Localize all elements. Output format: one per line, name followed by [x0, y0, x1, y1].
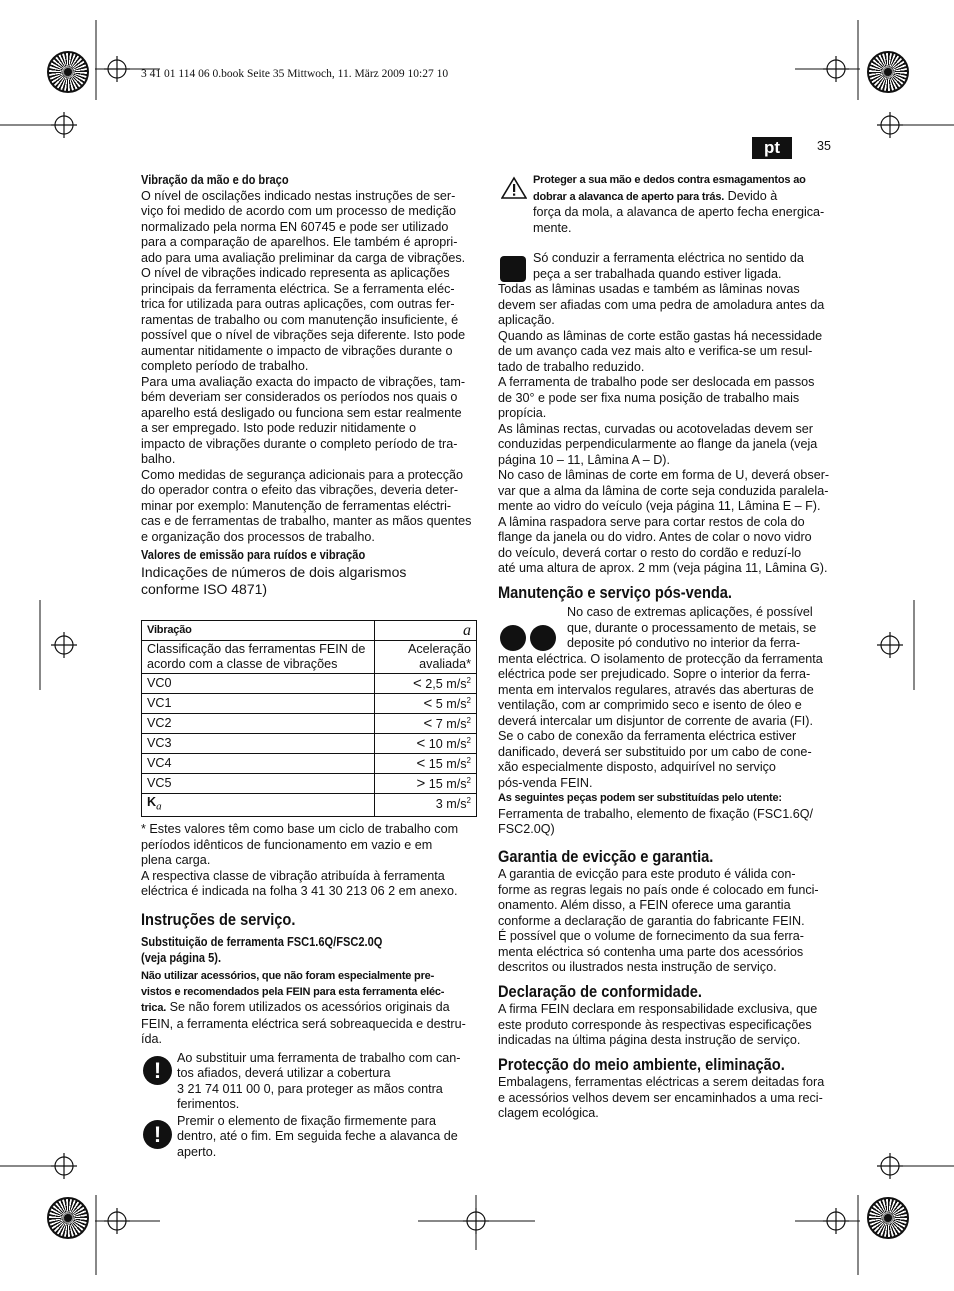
note-line: eléctrica é indicada na folha 3 41 30 213 06 2 em anexo. [141, 884, 458, 898]
warranty-line: onamento. Além disso, a FEIN oferece uma garantia [498, 898, 791, 912]
vibration-line: ramentas de trabalho ou com manutenção insuficiente, é [141, 312, 459, 327]
vibration-line: principais da ferramenta eléctrica. Se a ferramenta eléc- [141, 281, 455, 296]
blade-line: conduzidas perpendicularmente ao flange da janela (veja [498, 437, 818, 451]
table-cell-class: VC2 [142, 714, 375, 734]
protect-line: mente. [533, 220, 572, 235]
maintenance-text [498, 652, 838, 792]
vibration-line: viço foi medido de acordo com um processo de medição [141, 204, 457, 218]
table-cell-value: < 10 $m/s^2$ [375, 734, 477, 754]
table-cell-class: VC0 [142, 674, 375, 694]
emission-heading: Valores de emissão para ruídos e vibração [141, 548, 366, 562]
blade-line: página 10 – 11, Lâmina A – D). [498, 452, 671, 467]
parts-line: Ferramenta de trabalho, elemento de fixação (FSC1.6Q/ [498, 806, 814, 821]
table-head-vibration: Vibração [142, 621, 375, 641]
warranty-line: descritos ou ilustrados nesta instrução de serviço. [498, 960, 777, 974]
vibration-line: aparelho está desligado ou funciona sem estar realmente [141, 405, 462, 420]
note-line: * Estes valores têm como base um ciclo de trabalho com [141, 822, 459, 836]
table-k-value: 3 $m/s^2$ [375, 794, 477, 817]
vibration-table [141, 620, 477, 817]
exclamation-icon: ! [143, 1056, 172, 1085]
maintenance-heading: Manutenção e serviço pós-venda. [498, 582, 733, 602]
vibration-line: normalizado pela norma EN 60745 e pode ser utilizado [141, 219, 449, 234]
warranty-line: A garantia de evicção para este produto é válida con- [498, 867, 796, 881]
note-line: A respectiva classe de vibração atribuída à ferramenta [141, 868, 445, 883]
vibration-line: completo período de trabalho. [141, 359, 309, 373]
vibration-line: possível que o nível de vibrações seja diferente. Isto pode [141, 328, 466, 342]
maint-line: Se o cabo de conexão da ferramenta eléctrica estiver [498, 729, 797, 743]
page-number: 35 [817, 139, 831, 153]
warranty-line: menta eléctrica só contenha uma parte dos acessórios [498, 944, 804, 959]
maint-line: deverá intercalar um disjuntor de corrente de avaria (FI). [498, 713, 813, 728]
note-line: plena carga. [141, 853, 211, 867]
vibration-line: aumentar nitidamente o impacto de vibrações durante o [141, 343, 453, 358]
conformity-text [498, 1002, 838, 1049]
warranty-heading: Garantia de evicção e garantia. [498, 846, 714, 866]
environment-heading: Protecção do meio ambiente, eliminação. [498, 1054, 785, 1074]
substitution-heading: Substituição de ferramenta FSC1.6Q/FSC2.0Q (veja página 5). [141, 935, 383, 965]
excl1-line: Ao substituir uma ferramenta de trabalho com can- [177, 1050, 461, 1065]
table-k-label: $K_a$ [142, 794, 375, 817]
table-note [141, 822, 481, 900]
environment-line: e acessórios velhos devem ser encaminhados a uma reci- [498, 1090, 823, 1105]
environment-text [498, 1075, 838, 1122]
vibration-line: trica for utilizada para outras aplicações, com outras fer- [141, 297, 455, 311]
warranty-line: conforme a declaração de garantia do fabricante FEIN. [498, 913, 805, 928]
blade-line: As lâminas rectas, curvadas ou acotoveladas devem ser [498, 421, 813, 436]
parts-text [498, 807, 838, 838]
maint-icon-line: que, durante o processamento de metais, se [567, 620, 817, 635]
eye-protection-icon [500, 625, 526, 651]
vibration-text [141, 189, 481, 546]
table-cell-value: < 15 $m/s^2$ [375, 754, 477, 774]
maint-icon-line: No caso de extremas aplicações, é possível [567, 605, 813, 619]
conformity-heading: Declaração de conformidade. [498, 981, 702, 1001]
table-row [142, 694, 477, 714]
vibration-line: para a comparação de aparelhos. Ele também é apropri- [141, 235, 458, 249]
blade-text [498, 282, 838, 577]
service-heading: Instruções de serviço. [141, 909, 296, 929]
maint-icon-line: deposite pó condutivo no interior da ferra- [567, 636, 801, 650]
table-cell-value: < 5 $m/s^2$ [375, 694, 477, 714]
blade-line: até uma altura de aprox. 2 mm (veja página 11, Lâmina G). [498, 561, 828, 575]
table-cell-value: > 15 $m/s^2$ [375, 774, 477, 794]
left-column-lower [141, 822, 481, 1160]
maint-line: pós-venda FEIN. [498, 775, 593, 790]
vibration-line: e organização dos processos de trabalho. [141, 529, 375, 544]
blade-line: de 30° e pode ser fixa numa posição de trabalho mais [498, 390, 800, 405]
protect-line: força da mola, a alavanca de aperto fecha energica- [533, 205, 825, 219]
left-column [141, 173, 481, 598]
warranty-text [498, 867, 838, 976]
conformity-line: A firma FEIN declara em responsabilidade exclusiva, que [498, 1002, 818, 1016]
exclamation-icon-2: ! [143, 1120, 172, 1149]
blade-line: tado de trabalho reduzido. [498, 359, 645, 374]
emission-line: conforme ISO 4871) [141, 580, 268, 597]
warn-line: ída. [141, 1032, 163, 1046]
vibration-line: O nível de oscilações indicado nestas instruções de ser- [141, 188, 456, 203]
blade-line: do veículo, deverá cortar o resto do cordão e reduzí-lo [498, 545, 802, 560]
maint-line: eléctrica pode ser prejudicado. Sopre o interior da ferra- [498, 667, 811, 681]
conformity-line: este produto corresponde às respectivas especificações [498, 1017, 812, 1032]
blade-line: Todas as lâminas usadas e também as lâminas novas [498, 282, 800, 296]
environment-line: Embalagens, ferramentas eléctricas a serem deitadas fora [498, 1075, 825, 1089]
blade-line: mente ao vidro do veículo (veja página 11, Lâmina E – F). [498, 499, 821, 513]
blade-line: No caso de lâminas de corte em forma de U, deverá obser- [498, 468, 830, 482]
drive-line: Só conduzir a ferramenta eléctrica no sentido da [533, 251, 804, 265]
compressed-air-icon [530, 625, 556, 651]
maintenance-icon-text [567, 605, 838, 652]
protect-warning: Proteger a sua mão e dedos contra esmagamentos ao dobrar a alavanca de aperto para trás. Devido à força da mola, a alavanca de aperto fecha energica- mente. [533, 173, 838, 236]
parts-heading: As seguintes peças podem ser substituídas pelo utente: [498, 792, 782, 804]
table-cell-class: VC3 [142, 734, 375, 754]
excl1-line: tos afiados, deverá utilizar a cobertura [177, 1066, 391, 1080]
blade-line: aplicação. [498, 313, 555, 327]
vibration-line: ado para uma avaliação preliminar da carga de vibrações. [141, 250, 466, 265]
language-badge: pt [752, 137, 792, 159]
emission-line: Indicações de números de dois algarismos [141, 563, 407, 580]
table-cell-class: VC5 [142, 774, 375, 794]
conformity-line: indicadas na última página desta instrução de serviço. [498, 1033, 801, 1047]
blade-line: flange da janela ou do vidro. Antes de colar o novo vidro [498, 530, 812, 544]
environment-line: clagem ecológica. [498, 1106, 599, 1120]
excl1-line: 3 21 74 011 00 0, para proteger as mãos contra [177, 1081, 443, 1096]
table-row [142, 754, 477, 774]
vibration-line: do operador contra o efeito das vibrações, deveria deter- [141, 483, 459, 497]
emission-text [141, 564, 481, 598]
vibration-line: bém deveriam ser considerados os períodos nos quais o [141, 390, 458, 404]
table-row [142, 774, 477, 794]
vibration-line: a ser empregado. Isto pode reduzir nitidamente o [141, 421, 417, 435]
warranty-line: forme as regras legais no país onde é colocado em funci- [498, 882, 819, 897]
drive-line: peça a ser trabalhada quando estiver ligada. [533, 266, 782, 281]
parts-line: FSC2.0Q) [498, 822, 555, 836]
vibration-line: Como medidas de segurança adicionais para a protecção [141, 467, 464, 482]
excl1-text [177, 1051, 481, 1113]
vibration-line: minar por exemplo: Manutenção de ferramentas eléctri- [141, 498, 452, 513]
vibration-line: cas e de ferramentas de trabalho, manter as mãos quentes [141, 514, 472, 528]
vibration-line: O nível de vibrações indicado representa as aplicações [141, 266, 450, 280]
vibration-heading: Vibração da mão e do braço [141, 173, 289, 187]
table-cell-class: VC1 [142, 694, 375, 714]
vibration-line: balho. [141, 452, 176, 466]
table-class-label: Classificação das ferramentas FEIN de acordo com a classe de vibrações [142, 641, 375, 674]
maint-line: danificado, deverá ser substituido por um cabo de cone- [498, 744, 812, 759]
table-row [142, 734, 477, 754]
vibration-line: impacto de vibrações durante o completo período de tra- [141, 436, 458, 451]
drive-instruction [533, 251, 838, 282]
file-info-header: 3 41 01 114 06 0.book Seite 35 Mittwoch, 11. März 2009 10:27 10 [141, 68, 449, 80]
maint-line: menta em intervalos regulares, através das aberturas de [498, 682, 814, 697]
accessory-warning: Não utilizar acessórios, que não foram especialmente pre- vistos e recomendados pela FEIN para esta ferramenta eléc- trica. Se não forem utilizados os acessórios originais da FEIN, a ferramenta eléctrica será sobreaquecida e destru- ída. [141, 969, 481, 1048]
blade-line: propícia. [498, 406, 547, 420]
blade-line: devem ser afiadas com uma pedra de amoladura antes da [498, 297, 825, 312]
excl2-line: dentro, até o fim. Em seguida feche a alavanca de [177, 1129, 458, 1143]
excl2-line: aperto. [177, 1144, 217, 1159]
table-accel-label: Aceleração avaliada* [375, 641, 477, 674]
excl1-line: ferimentos. [177, 1097, 240, 1111]
table-row [142, 674, 477, 694]
table-cell-value: < 2,5 $m/s^2$ [375, 674, 477, 694]
maint-line: xão especialmente disposto, adquirível no serviço [498, 760, 776, 774]
blade-line: A ferramenta de trabalho pode ser deslocada em passos [498, 375, 815, 389]
excl2-text [177, 1114, 481, 1161]
blade-line: A lâmina raspadora serve para cortar restos de cola do [498, 514, 805, 529]
note-line: períodos idênticos de funcionamento em vazio e em [141, 837, 433, 852]
maint-line: ventilação, com ar comprimido seco e isento de óleo e [498, 698, 802, 712]
table-head-a: a [375, 621, 477, 641]
blade-line: de um avanço cada vez mais alto e verifica-se um resul- [498, 344, 813, 358]
blade-line: var que a alma da lâmina de corte seja conduzida paralela- [498, 483, 829, 498]
table-row [142, 714, 477, 734]
excl2-line: Premir o elemento de fixação firmemente para [177, 1113, 436, 1128]
warranty-line: É possível que o volume de fornecimento da sua ferra- [498, 929, 804, 943]
blade-line: Quando as lâminas de corte estão gastas há necessidade [498, 328, 823, 343]
table-cell-value: < 7 $m/s^2$ [375, 714, 477, 734]
hand-on-tool-icon [500, 256, 526, 282]
table-cell-class: VC4 [142, 754, 375, 774]
vibration-line: Para uma avaliação exacta do impacto de vibrações, tam- [141, 374, 466, 389]
warn-line: FEIN, a ferramenta eléctrica será sobreaquecida e destru- [141, 1016, 466, 1031]
maint-line: menta eléctrica. O isolamento de protecção da ferramenta [498, 651, 823, 666]
